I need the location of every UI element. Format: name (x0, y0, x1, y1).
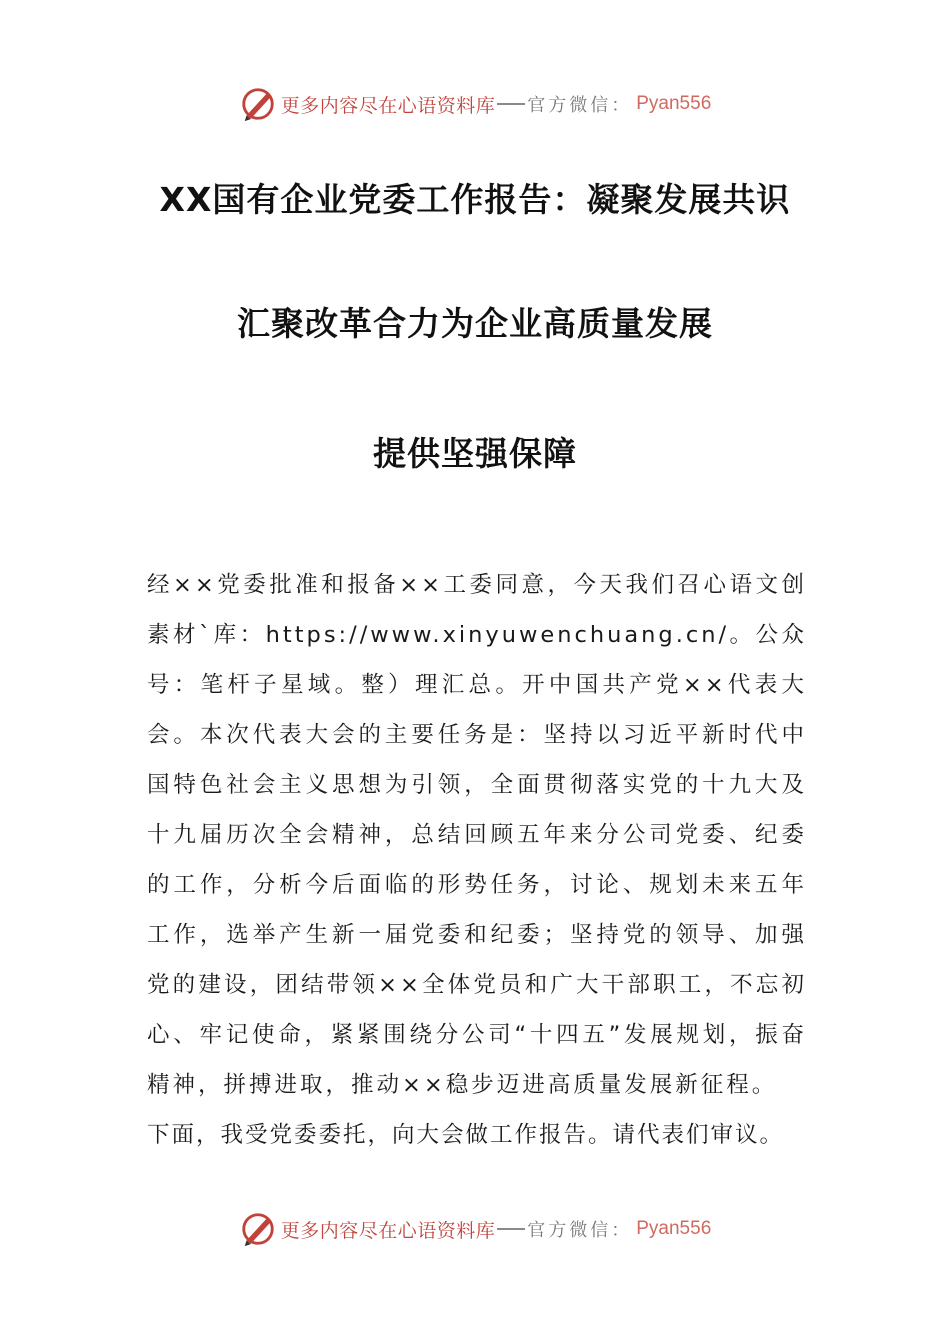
banner-wechat-id: Pyan556 (636, 1218, 712, 1239)
pen-logo-icon (239, 85, 277, 123)
footer-watermark-banner (0, 1207, 950, 1251)
banner-brand-text: 更多内容尽在心语资料库 (280, 94, 496, 117)
banner-dash (497, 103, 525, 105)
doc-title-line-2: 汇聚改革合力为企业高质量发展 (237, 304, 713, 343)
body-paragraph-2: 下面，我受党委委托，向大会做工作报告。请代表们审议。 (147, 1122, 785, 1148)
banner-dash (497, 1228, 525, 1230)
doc-title-line-3: 提供坚强保障 (373, 434, 577, 473)
pen-logo-icon (239, 1210, 277, 1248)
banner-wechat-id: Pyan556 (636, 93, 712, 114)
banner-official-label: 官方微信： (527, 1220, 633, 1241)
banner-official-label: 官方微信： (527, 95, 633, 116)
header-watermark-banner (0, 82, 950, 126)
body-paragraph-1: 经××党委批准和报备××工委同意，今天我们召心语文创素材`库：https://www.xinyuwenchuang.cn/。公众号：笔杆子星域。整）理汇总。开中国共产党××代表大会。本次代表大会的主要任务是：坚持以习近平新时代中国特色社会主义思想为引领，全面贯彻落实党的十九大及十九届历次全会精神，总结回顾五年来分公司党委、纪委的工作，分析今后面临的形势任务，讨论、规划未来五年工作，选举产生新一届党委和纪委；坚持党的领导、加强党的建设，团结带领××全体党员和广大干部职工，不忘初心、牢记使命，紧紧围绕分公司“十四五”发展规划，振奋精神，拼搏进取，推动××稳步迈进高质量发展新征程。 (147, 572, 807, 1098)
doc-title-line-1: XX国有企业党委工作报告：凝聚发展共识 (159, 180, 791, 219)
document-body (147, 560, 807, 1160)
banner-brand-text: 更多内容尽在心语资料库 (280, 1219, 496, 1242)
